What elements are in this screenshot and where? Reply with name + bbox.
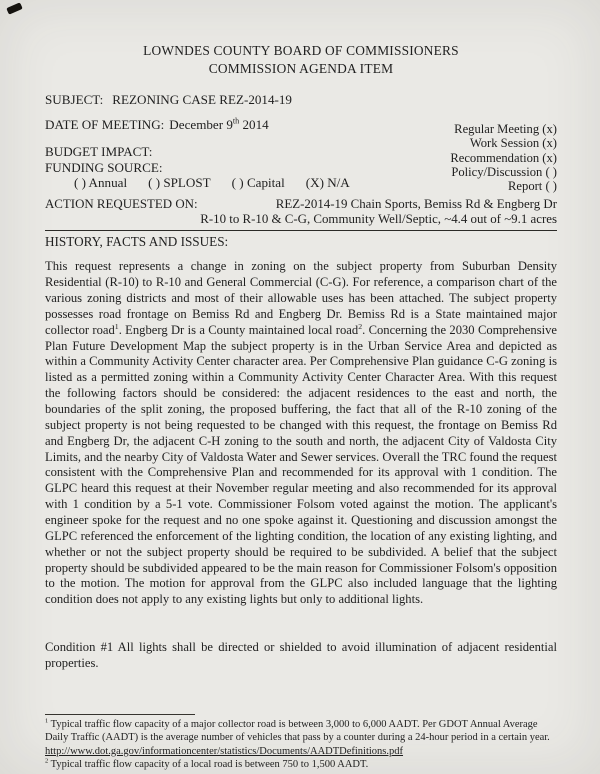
meeting-type-checklist [450,122,557,192]
scan-artifact [6,2,23,14]
meta-left-column [45,117,350,192]
funding-option-splost: ( ) SPLOST [148,175,211,191]
history-text-part3: . Concerning the 2030 Comprehensive Plan Future Development Map the subject property is in the Urban Service Area and depicted as within a Community Activity Center character area. Per Comprehensive Plan guidance C-G zoning is listed as a permitted zoning within a Community Activity Center Character Area. With this request the following factors should be considered: the adjacent residences to the east and north, the boundaries of the split zoning, the proposed buffering, the fact that all of the R-10 zoning of the subject property is not being requested to be changed with this request, the frontage on Bemiss Rd and Engberg Dr, the adjacent C-H zoning to the south and north, the adjacent City of Valdosta City Limits, and the nearby City of Valdosta Water and Sewer services. Overall the TRC found the request consistent with the Comprehensive Plan and recommended for its approval with 1 condition. The GLPC heard this request at their November regular meeting and also recommended for its approval with 1 condition by a 5-1 vote. Commissioner Folsom voted against the motion. The applicant's engineer spoke for the request and no one spoke against it. Questioning and discussion amongst the GLPC referenced the enforcement of the lighting condition, the location of any existing lighting, and whether or not the subject property should be required to be subdivided. A belief that the subject property should be subdivided appeared to be the main reason for Commissioner Folsom's opposition to the motion. The motion for approval from the GLPC also included language that the lighting condition does not apply to any existing lights but only to additional lights. [45,322,557,607]
subject-label: SUBJECT: [45,92,104,108]
condition-paragraph: Condition #1 All lights shall be directed or shielded to avoid illumination of adjacent residential properties. [45,640,557,671]
action-case-line: REZ-2014-19 Chain Sports, Bemiss Rd & Engberg Dr [275,196,557,211]
document-type-title: COMMISSION AGENDA ITEM [208,60,394,76]
date-of-meeting-row [45,117,350,133]
action-requested-value [198,197,557,227]
footnote-2-text: Typical traffic flow capacity of a local road is between 750 to 1,500 AADT. [48,758,369,770]
meeting-option-regular: Regular Meeting (x) [454,122,557,137]
footnotes-section [45,714,556,771]
funding-option-capital: ( ) Capital [231,175,285,191]
subject-row [45,92,557,108]
meta-section [45,117,557,192]
date-ordinal-suffix: th [232,117,240,127]
footnote-separator-line [45,714,195,715]
footnote-ref-2: 2 [358,321,363,331]
meeting-option-report: Report ( ) [508,178,557,193]
date-of-meeting-value [169,117,268,132]
date-day: December 9 [169,117,233,133]
footnote-1 [45,718,556,758]
history-heading: HISTORY, FACTS AND ISSUES: [45,234,229,250]
org-title: LOWNDES COUNTY BOARD OF COMMISSIONERS [143,43,459,58]
footnote-1-text: Typical traffic flow capacity of a major collector road is between 3,000 to 6,000 AADT. Per GDOT Annual Average Daily Traffic (AADT) is the average number of vehicles that pass by a counter during a 24-hour period in a certain year. [45,719,550,744]
footnote-1-marker: 1 [45,717,49,725]
funding-option-annual: ( ) Annual [74,175,128,191]
budget-impact-label: BUDGET IMPACT: [45,144,153,160]
funding-options-row [45,175,350,191]
document-header [45,42,557,77]
footnote-2 [45,758,556,771]
history-body-paragraph [45,259,557,608]
meeting-option-recommendation: Recommendation (x) [450,150,557,165]
action-detail-line: R-10 to R-10 & C-G, Community Well/Septic, ~4.4 out of ~9.1 acres [200,212,557,227]
funding-option-na: (X) N/A [305,175,350,191]
funding-source-label: FUNDING SOURCE: [45,159,163,175]
meeting-option-policy-discussion: Policy/Discussion ( ) [451,164,557,179]
history-text-part1: This request represents a change in zoning on the subject property from Suburban Density Residential (R-10) to R-10 and General Commercial (C-G). For reference, a comparison chart of the various zoning districts and most of their allowable uses has been attached. The subject property possesses road frontage on Bemiss Rd and Engberg Dr. Bemiss Rd is a State maintained major collector road [45,259,557,337]
action-requested-section [45,197,557,227]
footnote-1-url: http://www.dot.ga.gov/informationcenter/statistics/Documents/AADTDefinitions.pdf [45,745,404,757]
footnote-2-marker: 2 [45,757,49,765]
meeting-option-work-session: Work Session (x) [469,136,557,151]
footnote-ref-1: 1 [114,321,119,331]
action-requested-label: ACTION REQUESTED ON: [45,196,198,211]
history-text-part2: . Engberg Dr is a County maintained local road [118,322,359,337]
date-of-meeting-label: DATE OF MEETING: [45,117,165,133]
subject-value: REZONING CASE REZ-2014-19 [112,92,292,108]
date-year: 2014 [239,117,269,133]
